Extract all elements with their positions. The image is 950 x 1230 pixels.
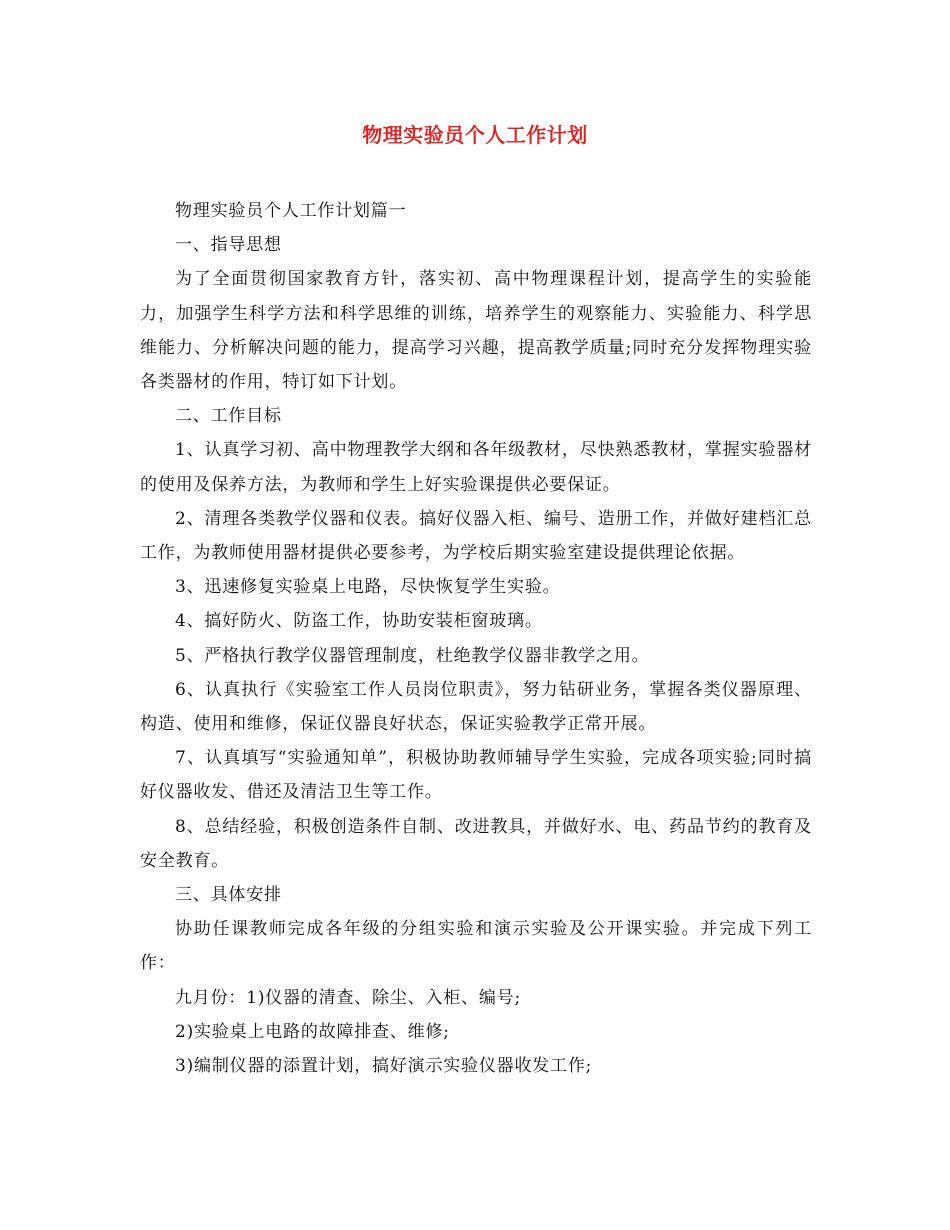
paragraph-heading-guiding-thought: 一、指导思想 [175, 235, 282, 256]
paragraph-arrangements-intro: 协助任课教师完成各年级的分组实验和演示实验及公开课实验。并完成下列工作： [140, 919, 812, 974]
paragraph-goal-7: 7、认真填写“实验通知单”，积极协助教师辅导学生实验，完成各项实验;同时搞好仪器收发、借还及清洁卫生等工作。 [140, 748, 812, 803]
document-title: 物理实验员个人工作计划 [362, 123, 588, 147]
paragraph-goal-6: 6、认真执行《实验室工作人员岗位职责》，努力钻研业务，掌握各类仪器原理、构造、使用和维修，保证仪器良好状态，保证实验教学正常开展。 [140, 679, 812, 735]
paragraph-september-1: 九月份：1)仪器的清查、除尘、入柜、编号; [175, 987, 521, 1008]
paragraph-heading-work-goals: 二、工作目标 [175, 406, 282, 427]
paragraph-guiding-thought: 为了全面贯彻国家教育方针，落实初、高中物理课程计划，提高学生的实验能力，加强学生科学方法和科学思维的训练，培养学生的观察能力、实验能力、科学思维能力、分析解决问题的能力，提高学习兴趣，提高教学质量;同时充分发挥物理实验各类器材的作用，特订如下计划。 [140, 269, 812, 393]
paragraph-september-3: 3)编制仪器的添置计划，搞好演示实验仪器收发工作; [175, 1056, 593, 1077]
document-body [140, 194, 812, 1083]
paragraph-goal-4: 4、搞好防火、防盗工作，协助安装柜窗玻璃。 [175, 611, 543, 632]
paragraph-goal-2: 2、清理各类教学仪器和仪表。搞好仪器入柜、编号、造册工作，并做好建档汇总工作，为教师使用器材提供必要参考，为学校后期实验室建设提供理论依据。 [140, 508, 812, 564]
paragraph-section-heading: 物理实验员个人工作计划篇一 [175, 201, 407, 221]
paragraph-goal-3: 3、迅速修复实验桌上电路，尽快恢复学生实验。 [175, 577, 561, 598]
paragraph-goal-1: 1、认真学习初、高中物理教学大纲和各年级教材，尽快熟悉教材，掌握实验器材的使用及保养方法，为教师和学生上好实验课提供必要保证。 [140, 440, 812, 495]
paragraph-goal-8: 8、总结经验，积极创造条件自制、改进教具，并做好水、电、药品节约的教育及安全教育。 [140, 816, 812, 871]
paragraph-september-2: 2)实验桌上电路的故障排查、维修; [175, 1021, 450, 1042]
paragraph-goal-5: 5、严格执行教学仪器管理制度，杜绝教学仪器非教学之用。 [175, 645, 650, 666]
paragraph-heading-arrangements: 三、具体安排 [175, 885, 282, 906]
